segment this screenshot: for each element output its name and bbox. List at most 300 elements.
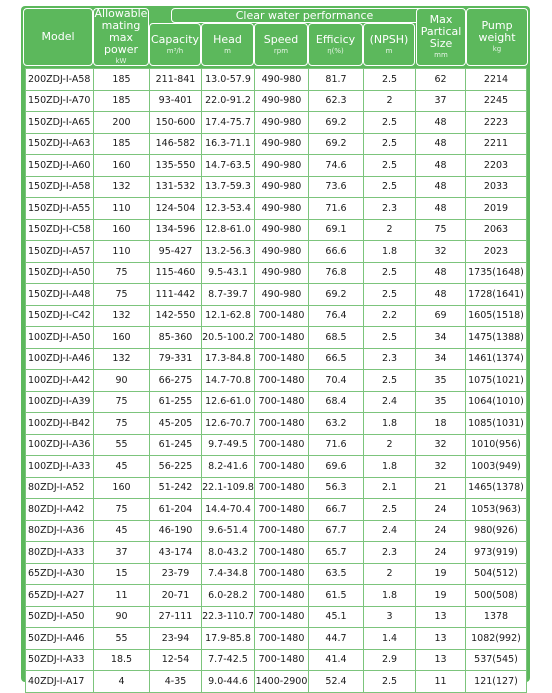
efficiency-cell: 41.4	[309, 649, 364, 671]
table-row	[26, 219, 527, 241]
head-cell: 16.3-71.1	[202, 133, 255, 155]
capacity-cell: 43-174	[150, 542, 202, 564]
capacity-cell: 4-35	[150, 671, 202, 693]
power-kw-cell: 4	[94, 671, 150, 693]
capacity-cell: 93-401	[150, 90, 202, 112]
table-row	[26, 585, 527, 607]
max-particle-size-cell: 13	[416, 649, 466, 671]
speed-cell: 700-1480	[255, 499, 309, 521]
capacity-cell: 51-242	[150, 477, 202, 499]
max-particle-size-cell: 62	[416, 69, 466, 91]
model-cell: 80ZDJ-I-A33	[26, 542, 94, 564]
npsh-cell: 1.4	[364, 628, 416, 650]
speed-cell: 490-980	[255, 112, 309, 134]
table-row	[26, 477, 527, 499]
max-particle-size-cell: 48	[416, 284, 466, 306]
table-row	[26, 176, 527, 198]
head-cell: 8.2-41.6	[202, 456, 255, 478]
pump-weight-cell: 1735(1648)	[466, 262, 527, 284]
npsh-cell: 2.1	[364, 477, 416, 499]
speed-header-label: Speed	[263, 32, 299, 46]
capacity-cell: 95-427	[150, 241, 202, 263]
power-kw-cell: 75	[94, 413, 150, 435]
model-cell: 150ZDJ-I-A58	[26, 176, 94, 198]
table-row	[26, 671, 527, 693]
efficiency-cell: 69.2	[309, 112, 364, 134]
npsh-cell: 2.3	[364, 542, 416, 564]
head-unit: m	[224, 46, 231, 55]
pump-weight-cell: 2214	[466, 69, 527, 91]
efficiency-cell: 69.6	[309, 456, 364, 478]
speed-cell: 700-1480	[255, 305, 309, 327]
capacity-cell: 135-550	[150, 155, 202, 177]
npsh-cell: 2	[364, 90, 416, 112]
power-kw-cell: 90	[94, 606, 150, 628]
efficiency-cell: 68.5	[309, 327, 364, 349]
max-particle-size-cell: 24	[416, 499, 466, 521]
pump-weight-cell: 1075(1021)	[466, 370, 527, 392]
capacity-unit: m³/h	[166, 46, 184, 55]
power-kw-cell: 185	[94, 69, 150, 91]
max-particle-size-cell: 34	[416, 348, 466, 370]
speed-cell: 490-980	[255, 176, 309, 198]
power-kw-cell: 185	[94, 90, 150, 112]
max-particle-size-cell: 32	[416, 241, 466, 263]
pump-weight-cell: 2203	[466, 155, 527, 177]
efficiency-cell: 61.5	[309, 585, 364, 607]
power-header	[93, 8, 149, 66]
head-cell: 12.3-53.4	[202, 198, 255, 220]
npsh-cell: 3	[364, 606, 416, 628]
efficiency-cell: 66.6	[309, 241, 364, 263]
efficiency-cell: 52.4	[309, 671, 364, 693]
model-cell: 150ZDJ-I-C42	[26, 305, 94, 327]
head-cell: 13.0-57.9	[202, 69, 255, 91]
power-unit: kW	[115, 57, 127, 65]
capacity-cell: 12-54	[150, 649, 202, 671]
pump-weight-cell: 980(926)	[466, 520, 527, 542]
particle-size-header-label: Max Partical Size	[420, 13, 462, 50]
efficiency-cell: 76.8	[309, 262, 364, 284]
npsh-cell: 2.5	[364, 176, 416, 198]
head-cell: 17.3-84.8	[202, 348, 255, 370]
model-cell: 80ZDJ-I-A52	[26, 477, 94, 499]
capacity-cell: 142-550	[150, 305, 202, 327]
table-row	[26, 155, 527, 177]
pump-weight-cell: 2063	[466, 219, 527, 241]
capacity-cell: 61-204	[150, 499, 202, 521]
model-cell: 100ZDJ-I-A50	[26, 327, 94, 349]
model-cell: 50ZDJ-I-A46	[26, 628, 94, 650]
pump-weight-cell: 973(919)	[466, 542, 527, 564]
capacity-cell: 27-111	[150, 606, 202, 628]
head-cell: 12.8-61.0	[202, 219, 255, 241]
table-row	[26, 542, 527, 564]
capacity-cell: 111-442	[150, 284, 202, 306]
speed-cell: 700-1480	[255, 520, 309, 542]
table-row	[26, 413, 527, 435]
max-particle-size-cell: 34	[416, 327, 466, 349]
power-kw-cell: 160	[94, 477, 150, 499]
capacity-header-label: Capacity	[150, 32, 200, 46]
npsh-cell: 2.5	[364, 671, 416, 693]
pump-weight-cell: 2023	[466, 241, 527, 263]
pump-weight-cell: 1475(1388)	[466, 327, 527, 349]
head-cell: 22.3-110.7	[202, 606, 255, 628]
head-cell: 12.6-61.0	[202, 391, 255, 413]
model-cell: 150ZDJ-I-A50	[26, 262, 94, 284]
model-cell: 65ZDJ-I-A30	[26, 563, 94, 585]
efficiency-cell: 74.6	[309, 155, 364, 177]
head-cell: 9.7-49.5	[202, 434, 255, 456]
speed-cell: 700-1480	[255, 456, 309, 478]
table-row	[26, 112, 527, 134]
pump-weight-cell: 1003(949)	[466, 456, 527, 478]
power-kw-cell: 160	[94, 219, 150, 241]
capacity-cell: 20-71	[150, 585, 202, 607]
model-header	[23, 8, 93, 66]
particle-size-unit: mm	[434, 51, 448, 59]
model-cell: 50ZDJ-I-A50	[26, 606, 94, 628]
npsh-cell: 2.4	[364, 391, 416, 413]
capacity-cell: 61-245	[150, 434, 202, 456]
npsh-cell: 1.8	[364, 585, 416, 607]
head-cell: 13.7-59.3	[202, 176, 255, 198]
speed-cell: 490-980	[255, 198, 309, 220]
speed-cell: 490-980	[255, 284, 309, 306]
max-particle-size-cell: 69	[416, 305, 466, 327]
speed-cell: 700-1480	[255, 391, 309, 413]
power-kw-cell: 132	[94, 305, 150, 327]
power-kw-cell: 132	[94, 348, 150, 370]
pump-weight-cell: 1378	[466, 606, 527, 628]
model-cell: 100ZDJ-I-A42	[26, 370, 94, 392]
capacity-cell: 134-596	[150, 219, 202, 241]
efficiency-cell: 73.6	[309, 176, 364, 198]
pump-weight-header-label: Pump weight	[478, 19, 516, 44]
efficiency-cell: 69.2	[309, 133, 364, 155]
speed-cell: 700-1480	[255, 413, 309, 435]
head-cell: 17.4-75.7	[202, 112, 255, 134]
table-row	[26, 133, 527, 155]
max-particle-size-cell: 32	[416, 456, 466, 478]
capacity-cell: 124-504	[150, 198, 202, 220]
speed-cell: 700-1480	[255, 348, 309, 370]
capacity-cell: 23-94	[150, 628, 202, 650]
speed-cell: 1400-2900	[255, 671, 309, 693]
pump-weight-unit: kg	[492, 45, 502, 53]
pump-weight-cell: 1605(1518)	[466, 305, 527, 327]
head-cell: 20.5-100.2	[202, 327, 255, 349]
efficiency-cell: 69.2	[309, 284, 364, 306]
table-row	[26, 391, 527, 413]
capacity-header	[149, 23, 201, 66]
efficiency-unit: η(%)	[327, 46, 344, 55]
npsh-cell: 2.5	[364, 155, 416, 177]
efficiency-header-label: Efficicy	[315, 32, 356, 46]
npsh-cell: 1.8	[364, 241, 416, 263]
pump-weight-cell: 2211	[466, 133, 527, 155]
table-row	[26, 198, 527, 220]
capacity-cell: 211-841	[150, 69, 202, 91]
model-cell: 100ZDJ-I-A39	[26, 391, 94, 413]
max-particle-size-cell: 37	[416, 90, 466, 112]
speed-cell: 700-1480	[255, 628, 309, 650]
power-kw-cell: 75	[94, 391, 150, 413]
table-row	[26, 90, 527, 112]
npsh-cell: 1.8	[364, 456, 416, 478]
power-kw-cell: 45	[94, 520, 150, 542]
npsh-cell: 2.5	[364, 133, 416, 155]
pump-weight-cell: 537(545)	[466, 649, 527, 671]
npsh-unit: m	[385, 46, 393, 55]
pump-weight-cell: 1728(1641)	[466, 284, 527, 306]
pump-weight-header	[466, 8, 528, 66]
head-cell: 14.4-70.4	[202, 499, 255, 521]
model-cell: 50ZDJ-I-A33	[26, 649, 94, 671]
max-particle-size-cell: 11	[416, 671, 466, 693]
table-row	[26, 69, 527, 91]
max-particle-size-cell: 48	[416, 155, 466, 177]
pump-weight-cell: 121(127)	[466, 671, 527, 693]
power-kw-cell: 75	[94, 499, 150, 521]
particle-size-header	[416, 8, 466, 66]
npsh-header-label: (NPSH)	[369, 32, 409, 46]
speed-cell: 700-1480	[255, 542, 309, 564]
capacity-cell: 150-600	[150, 112, 202, 134]
power-kw-cell: 55	[94, 434, 150, 456]
pump-weight-cell: 1053(963)	[466, 499, 527, 521]
power-kw-cell: 110	[94, 198, 150, 220]
efficiency-cell: 56.3	[309, 477, 364, 499]
max-particle-size-cell: 13	[416, 628, 466, 650]
head-header	[201, 23, 254, 66]
power-kw-cell: 15	[94, 563, 150, 585]
pump-weight-cell: 1082(992)	[466, 628, 527, 650]
pump-weight-cell: 2033	[466, 176, 527, 198]
speed-cell: 490-980	[255, 262, 309, 284]
model-cell: 150ZDJ-I-A57	[26, 241, 94, 263]
pump-weight-cell: 2019	[466, 198, 527, 220]
efficiency-cell: 63.2	[309, 413, 364, 435]
speed-cell: 700-1480	[255, 370, 309, 392]
model-cell: 40ZDJ-I-A17	[26, 671, 94, 693]
max-particle-size-cell: 19	[416, 585, 466, 607]
power-header-label: Allowable mating max power	[94, 7, 148, 56]
max-particle-size-cell: 32	[416, 434, 466, 456]
npsh-header	[363, 23, 415, 66]
speed-cell: 700-1480	[255, 434, 309, 456]
speed-cell: 700-1480	[255, 477, 309, 499]
npsh-cell: 2.2	[364, 305, 416, 327]
max-particle-size-cell: 24	[416, 520, 466, 542]
table-row	[26, 606, 527, 628]
max-particle-size-cell: 75	[416, 219, 466, 241]
efficiency-cell: 63.5	[309, 563, 364, 585]
pump-weight-cell: 2245	[466, 90, 527, 112]
model-cell: 100ZDJ-I-A33	[26, 456, 94, 478]
npsh-cell: 2.5	[364, 284, 416, 306]
speed-cell: 490-980	[255, 133, 309, 155]
efficiency-cell: 76.4	[309, 305, 364, 327]
pump-weight-cell: 500(508)	[466, 585, 527, 607]
head-header-label: Head	[213, 32, 242, 46]
npsh-cell: 2.5	[364, 112, 416, 134]
table-row	[26, 284, 527, 306]
efficiency-header	[308, 23, 363, 66]
speed-unit: rpm	[273, 46, 289, 55]
power-kw-cell: 200	[94, 112, 150, 134]
max-particle-size-cell: 35	[416, 391, 466, 413]
npsh-cell: 2.3	[364, 348, 416, 370]
data-table	[25, 68, 527, 693]
npsh-cell: 2.5	[364, 69, 416, 91]
npsh-cell: 2	[364, 219, 416, 241]
power-kw-cell: 160	[94, 327, 150, 349]
max-particle-size-cell: 48	[416, 176, 466, 198]
speed-cell: 490-980	[255, 90, 309, 112]
head-cell: 9.6-51.4	[202, 520, 255, 542]
table-row	[26, 520, 527, 542]
model-cell: 150ZDJ-I-A70	[26, 90, 94, 112]
speed-cell: 700-1480	[255, 327, 309, 349]
table-row	[26, 563, 527, 585]
head-cell: 7.7-42.5	[202, 649, 255, 671]
pump-weight-cell: 1010(956)	[466, 434, 527, 456]
power-kw-cell: 110	[94, 241, 150, 263]
pump-weight-cell: 504(512)	[466, 563, 527, 585]
max-particle-size-cell: 13	[416, 606, 466, 628]
model-cell: 150ZDJ-I-A63	[26, 133, 94, 155]
power-kw-cell: 18.5	[94, 649, 150, 671]
efficiency-cell: 69.1	[309, 219, 364, 241]
efficiency-cell: 71.6	[309, 434, 364, 456]
head-cell: 9.5-43.1	[202, 262, 255, 284]
table-row	[26, 305, 527, 327]
efficiency-cell: 68.4	[309, 391, 364, 413]
power-kw-cell: 37	[94, 542, 150, 564]
model-cell: 200ZDJ-I-A58	[26, 69, 94, 91]
head-cell: 14.7-70.8	[202, 370, 255, 392]
max-particle-size-cell: 19	[416, 563, 466, 585]
speed-cell: 490-980	[255, 241, 309, 263]
head-cell: 8.0-43.2	[202, 542, 255, 564]
npsh-cell: 2.5	[364, 370, 416, 392]
capacity-cell: 46-190	[150, 520, 202, 542]
table-row	[26, 370, 527, 392]
pump-weight-cell: 1465(1378)	[466, 477, 527, 499]
max-particle-size-cell: 48	[416, 198, 466, 220]
model-header-label: Model	[41, 30, 75, 43]
max-particle-size-cell: 35	[416, 370, 466, 392]
efficiency-cell: 70.4	[309, 370, 364, 392]
head-cell: 12.6-70.7	[202, 413, 255, 435]
efficiency-cell: 65.7	[309, 542, 364, 564]
pump-spec-table	[21, 6, 530, 687]
capacity-cell: 146-582	[150, 133, 202, 155]
npsh-cell: 2	[364, 563, 416, 585]
table-row	[26, 628, 527, 650]
head-cell: 13.2-56.3	[202, 241, 255, 263]
table-row	[26, 499, 527, 521]
power-kw-cell: 55	[94, 628, 150, 650]
capacity-cell: 56-225	[150, 456, 202, 478]
capacity-cell: 115-460	[150, 262, 202, 284]
power-kw-cell: 90	[94, 370, 150, 392]
pump-weight-cell: 2223	[466, 112, 527, 134]
efficiency-cell: 71.6	[309, 198, 364, 220]
capacity-cell: 61-255	[150, 391, 202, 413]
pump-weight-cell: 1064(1010)	[466, 391, 527, 413]
model-cell: 150ZDJ-I-C58	[26, 219, 94, 241]
model-cell: 150ZDJ-I-A65	[26, 112, 94, 134]
efficiency-cell: 67.7	[309, 520, 364, 542]
npsh-cell: 1.8	[364, 413, 416, 435]
speed-cell: 490-980	[255, 219, 309, 241]
power-kw-cell: 75	[94, 262, 150, 284]
max-particle-size-cell: 21	[416, 477, 466, 499]
max-particle-size-cell: 48	[416, 112, 466, 134]
table-row	[26, 434, 527, 456]
efficiency-cell: 45.1	[309, 606, 364, 628]
power-kw-cell: 11	[94, 585, 150, 607]
capacity-cell: 131-532	[150, 176, 202, 198]
speed-cell: 700-1480	[255, 649, 309, 671]
efficiency-cell: 62.3	[309, 90, 364, 112]
model-cell: 80ZDJ-I-A42	[26, 499, 94, 521]
model-cell: 100ZDJ-I-B42	[26, 413, 94, 435]
power-kw-cell: 45	[94, 456, 150, 478]
model-cell: 100ZDJ-I-A36	[26, 434, 94, 456]
efficiency-cell: 81.7	[309, 69, 364, 91]
npsh-cell: 2.9	[364, 649, 416, 671]
model-cell: 150ZDJ-I-A55	[26, 198, 94, 220]
table-row	[26, 241, 527, 263]
capacity-cell: 45-205	[150, 413, 202, 435]
speed-header	[254, 23, 308, 66]
power-kw-cell: 75	[94, 284, 150, 306]
power-kw-cell: 160	[94, 155, 150, 177]
max-particle-size-cell: 48	[416, 133, 466, 155]
head-cell: 22.0-91.2	[202, 90, 255, 112]
head-cell: 9.0-44.6	[202, 671, 255, 693]
npsh-cell: 2	[364, 434, 416, 456]
head-cell: 17.9-85.8	[202, 628, 255, 650]
capacity-cell: 85-360	[150, 327, 202, 349]
npsh-cell: 2.5	[364, 262, 416, 284]
efficiency-cell: 44.7	[309, 628, 364, 650]
power-kw-cell: 185	[94, 133, 150, 155]
capacity-cell: 66-275	[150, 370, 202, 392]
pump-weight-cell: 1085(1031)	[466, 413, 527, 435]
speed-cell: 700-1480	[255, 606, 309, 628]
pump-weight-cell: 1461(1374)	[466, 348, 527, 370]
table-row	[26, 327, 527, 349]
head-cell: 14.7-63.5	[202, 155, 255, 177]
head-cell: 6.0-28.2	[202, 585, 255, 607]
max-particle-size-cell: 48	[416, 262, 466, 284]
power-kw-cell: 132	[94, 176, 150, 198]
npsh-cell: 2.3	[364, 198, 416, 220]
efficiency-cell: 66.5	[309, 348, 364, 370]
head-cell: 12.1-62.8	[202, 305, 255, 327]
table-row	[26, 456, 527, 478]
model-cell: 100ZDJ-I-A46	[26, 348, 94, 370]
table-row	[26, 262, 527, 284]
npsh-cell: 2.4	[364, 520, 416, 542]
capacity-cell: 79-331	[150, 348, 202, 370]
head-cell: 7.4-34.8	[202, 563, 255, 585]
